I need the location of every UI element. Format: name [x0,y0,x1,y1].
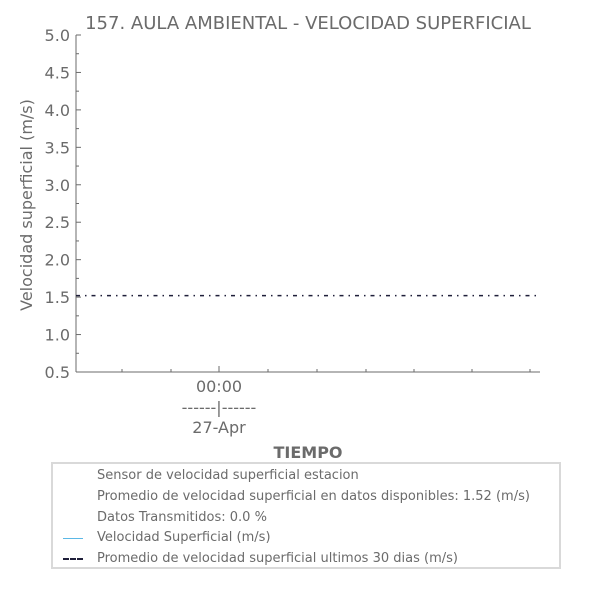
legend-swatch-average-30d [63,558,83,560]
y-tick-label: 1.0 [44,325,70,345]
legend-text-velocity: Velocidad Superficial (m/s) [97,530,271,545]
chart-title: 157. AULA AMBIENTAL - VELOCIDAD SUPERFICIAL [85,13,531,34]
y-tick-label: 2.0 [44,250,70,270]
y-tick-label: 4.0 [44,100,70,120]
y-tick-label: 3.5 [44,138,70,158]
y-axis-label: Velocidad superficial (m/s) [17,99,36,311]
x-ticks [122,366,530,372]
y-tick-label: 5.0 [44,26,70,45]
x-tick-time-label: 00:00 [195,377,243,396]
y-tick-label: 4.5 [44,63,70,83]
x-axis-label: TIEMPO [273,443,343,462]
legend-text-sensor: Sensor de velocidad superficial estacion [97,468,359,483]
x-tick-date-label: 27-Apr [192,418,246,437]
y-tick-label: 3.0 [44,175,70,195]
y-tick-label: 1.5 [44,288,70,308]
legend-text-average: Promedio de velocidad superficial en datos disponibles: 1.52 (m/s) [97,489,530,504]
x-tick-separator-label: ------|------ [181,398,257,417]
y-tick-label: 0.5 [44,363,70,382]
legend-swatch-velocity [63,538,83,539]
legend-text-transmitted: Datos Transmitidos: 0.0 % [97,510,267,525]
legend-text-average-30d: Promedio de velocidad superficial ultimos 30 dias (m/s) [97,551,458,566]
legend [51,462,561,569]
y-tick-label: 2.5 [44,213,70,233]
